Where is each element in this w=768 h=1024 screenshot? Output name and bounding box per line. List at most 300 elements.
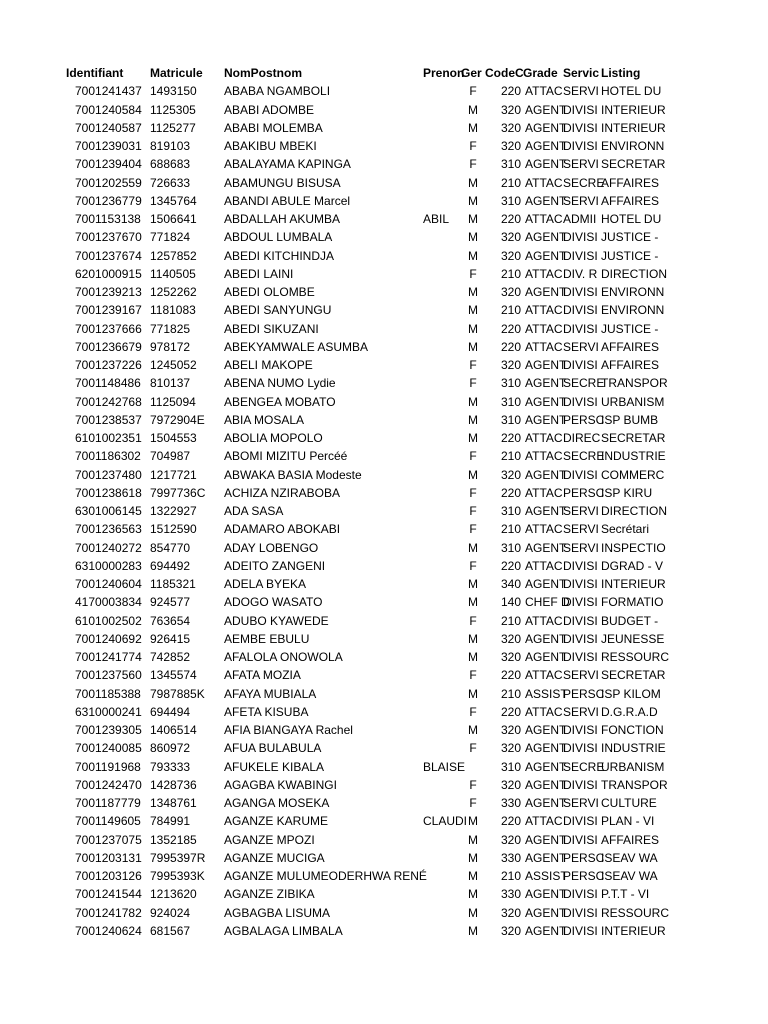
cell-listing: ENVIRONN bbox=[601, 285, 665, 299]
cell-grade: AGENT bbox=[525, 102, 567, 117]
cell-nompostnom: ABABI MOLEMBA bbox=[224, 120, 323, 135]
table-row bbox=[0, 812, 768, 830]
cell-service: DIVISI bbox=[563, 905, 598, 920]
cell-grade: ASSIST bbox=[525, 686, 568, 701]
cell-grade: ATTAC bbox=[525, 339, 563, 354]
cell-identifiant: 7001240624 bbox=[75, 923, 142, 938]
header-row bbox=[0, 64, 768, 82]
cell-identifiant: 7001239213 bbox=[75, 285, 142, 299]
cell-service: SERVI bbox=[563, 522, 599, 537]
cell-matricule: 1252262 bbox=[150, 285, 197, 299]
cell-grade: AGENT bbox=[525, 759, 567, 774]
cell-grade: ATTAC bbox=[525, 212, 563, 226]
cell-nompostnom: ADOGO WASATO bbox=[224, 595, 323, 610]
cell-grade: AGENT bbox=[525, 358, 567, 372]
header-code bbox=[485, 64, 524, 82]
table-row bbox=[0, 539, 768, 557]
cell-service: PERSC bbox=[563, 412, 605, 427]
cell-genre: M bbox=[468, 577, 478, 591]
cell-grade: AGENT bbox=[525, 412, 567, 427]
cell-code: 310 bbox=[500, 193, 521, 208]
table-row bbox=[0, 265, 768, 283]
table-row bbox=[0, 393, 768, 411]
cell-identifiant: 7001237480 bbox=[75, 467, 142, 482]
cell-listing: AFFAIRES bbox=[601, 175, 660, 190]
cell-nompostnom: ABABI ADOMBE bbox=[224, 102, 315, 117]
cell-matricule: 1352185 bbox=[150, 832, 197, 847]
cell-matricule: 771824 bbox=[150, 230, 191, 245]
cell-genre: M bbox=[468, 869, 478, 883]
cell-listing: INTERIEUR bbox=[601, 102, 666, 117]
cell-listing: P.T.T - VI bbox=[601, 887, 650, 902]
cell-matricule: 763654 bbox=[150, 613, 191, 628]
cell-code: 220 bbox=[500, 704, 521, 719]
cell-grade: AGENT bbox=[525, 157, 567, 172]
cell-code: 310 bbox=[500, 394, 521, 409]
table-row bbox=[0, 411, 768, 429]
cell-identifiant: 7001191968 bbox=[75, 759, 141, 774]
cell-identifiant: 7001241437 bbox=[75, 84, 142, 99]
cell-grade: ASSIST bbox=[525, 869, 568, 883]
cell-genre: M bbox=[468, 650, 478, 664]
cell-code: 210 bbox=[500, 613, 521, 628]
cell-matricule: 1140505 bbox=[150, 266, 196, 281]
cell-service: SERVI bbox=[563, 339, 599, 354]
cell-genre: F bbox=[469, 558, 477, 573]
cell-nompostnom: AFIA BIANGAYA Rachel bbox=[224, 723, 353, 737]
cell-identifiant: 7001240692 bbox=[75, 631, 142, 646]
cell-genre: M bbox=[468, 887, 478, 902]
cell-identifiant: 7001242768 bbox=[75, 394, 142, 409]
cell-nompostnom: ABIA MOSALA bbox=[224, 412, 305, 427]
cell-listing: JUSTICE - bbox=[601, 248, 659, 263]
cell-grade: ATTAC bbox=[525, 522, 563, 537]
cell-genre: F bbox=[469, 668, 477, 683]
cell-code: 340 bbox=[500, 577, 521, 591]
cell-listing: ISEAV WA bbox=[601, 850, 658, 865]
cell-service: DIVISI bbox=[563, 139, 598, 153]
cell-matricule: 1345574 bbox=[150, 668, 197, 683]
cell-matricule: 1504553 bbox=[150, 431, 197, 445]
cell-matricule: 7995397R bbox=[150, 850, 206, 865]
cell-listing: DGRAD - V bbox=[601, 558, 664, 573]
cell-genre: M bbox=[468, 193, 478, 208]
cell-grade: ATTAC bbox=[525, 449, 563, 464]
cell-nompostnom: AFATA MOZIA bbox=[224, 668, 301, 683]
cell-genre: M bbox=[468, 686, 478, 701]
cell-genre: M bbox=[468, 230, 478, 245]
cell-matricule: 1345764 bbox=[150, 193, 197, 208]
cell-listing: URBANISM bbox=[601, 759, 665, 774]
cell-code: 310 bbox=[500, 504, 521, 518]
cell-genre: M bbox=[468, 832, 478, 847]
cell-genre: M bbox=[468, 212, 478, 226]
cell-listing: ISP BUMB bbox=[601, 412, 659, 427]
cell-grade: AGENT bbox=[525, 285, 567, 299]
cell-code: 320 bbox=[500, 832, 521, 847]
cell-nompostnom: ADEITO ZANGENI bbox=[224, 558, 326, 573]
cell-genre: M bbox=[468, 339, 478, 354]
cell-matricule: 860972 bbox=[150, 741, 191, 756]
cell-identifiant: 7001236679 bbox=[75, 339, 142, 354]
cell-grade: ATTAC bbox=[525, 84, 563, 99]
cell-listing: ENVIRONN bbox=[601, 303, 665, 318]
cell-listing: PLAN - VI bbox=[601, 814, 655, 829]
cell-listing: INTERIEUR bbox=[601, 120, 666, 135]
header-identifiant: Identifiant bbox=[66, 66, 124, 80]
cell-grade: ATTAC bbox=[525, 668, 563, 683]
cell-genre: M bbox=[468, 723, 478, 737]
cell-genre: F bbox=[469, 358, 477, 372]
cell-matricule: 1428736 bbox=[150, 777, 197, 792]
cell-grade: AGENT bbox=[525, 631, 567, 646]
cell-grade: AGENT bbox=[525, 504, 567, 518]
table-row bbox=[0, 502, 768, 520]
cell-identifiant: 7001236779 bbox=[75, 193, 142, 208]
cell-genre: M bbox=[468, 102, 478, 117]
cell-identifiant: 6101002351 bbox=[75, 431, 142, 445]
header-listing: Listing bbox=[601, 66, 641, 80]
cell-matricule: 1185321 bbox=[150, 577, 196, 591]
table-body bbox=[0, 82, 768, 940]
cell-identifiant: 7001239031 bbox=[75, 139, 142, 153]
cell-nompostnom: AGBAGBA LISUMA bbox=[224, 905, 331, 920]
cell-identifiant: 7001241544 bbox=[75, 887, 142, 902]
cell-identifiant: 7001240085 bbox=[75, 741, 142, 756]
cell-matricule: 742852 bbox=[150, 650, 191, 664]
cell-listing: AFFAIRES bbox=[601, 193, 660, 208]
cell-identifiant: 7001240587 bbox=[75, 120, 142, 135]
cell-code: 210 bbox=[500, 686, 521, 701]
table-row bbox=[0, 155, 768, 173]
cell-matricule: 1493150 bbox=[150, 84, 197, 99]
cell-grade: AGENT bbox=[525, 650, 567, 664]
cell-listing: DIRECTION bbox=[601, 504, 667, 518]
cell-identifiant: 7001239305 bbox=[75, 723, 142, 737]
cell-listing: SECRETAR bbox=[601, 157, 666, 172]
cell-matricule: 810137 bbox=[150, 376, 191, 391]
cell-code: 220 bbox=[500, 668, 521, 683]
table-row bbox=[0, 612, 768, 630]
cell-genre: F bbox=[469, 704, 477, 719]
cell-genre: M bbox=[468, 814, 478, 829]
cell-matricule: 854770 bbox=[150, 540, 191, 555]
cell-identifiant: 7001237670 bbox=[75, 230, 142, 245]
cell-matricule: 1406514 bbox=[150, 723, 197, 737]
table-row bbox=[0, 466, 768, 484]
cell-listing: JEUNESSE bbox=[601, 631, 665, 646]
table-row bbox=[0, 922, 768, 940]
cell-genre: F bbox=[469, 84, 477, 99]
header-grade: Grade bbox=[523, 66, 558, 80]
cell-nompostnom: AGAGBA KWABINGI bbox=[224, 777, 337, 792]
cell-grade: AGENT bbox=[525, 139, 567, 153]
cell-code: 220 bbox=[500, 431, 521, 445]
table-row bbox=[0, 374, 768, 392]
cell-code: 320 bbox=[500, 230, 521, 245]
cell-code: 210 bbox=[500, 449, 521, 464]
cell-service: ADMII bbox=[563, 212, 597, 226]
cell-nompostnom: AFALOLA ONOWOLA bbox=[224, 650, 343, 664]
header-matricule: Matricule bbox=[150, 66, 203, 80]
cell-listing: ISEAV WA bbox=[601, 869, 658, 883]
cell-grade: AGENT bbox=[525, 777, 567, 792]
cell-genre: M bbox=[468, 285, 478, 299]
cell-code: 320 bbox=[500, 777, 521, 792]
cell-service: DIVISI bbox=[563, 467, 598, 482]
cell-service: DIVISI bbox=[563, 777, 598, 792]
cell-identifiant: 7001237075 bbox=[75, 832, 142, 847]
cell-service: DIVISI bbox=[563, 723, 598, 737]
table-row bbox=[0, 794, 768, 812]
cell-service: DIREC bbox=[563, 431, 601, 445]
spreadsheet bbox=[0, 64, 768, 940]
cell-grade: AGENT bbox=[525, 905, 567, 920]
cell-listing: SECRETAR bbox=[601, 431, 666, 445]
cell-service: DIVISI bbox=[563, 303, 598, 318]
cell-nompostnom: AGANZE MULUMEODERHWA RENÉ bbox=[224, 869, 427, 883]
cell-service: DIVISI bbox=[563, 358, 598, 372]
cell-nompostnom: AGANGA MOSEKA bbox=[224, 796, 330, 810]
cell-code: 220 bbox=[500, 84, 521, 99]
cell-nompostnom: ABABA NGAMBOLI bbox=[224, 84, 331, 99]
cell-genre: M bbox=[468, 923, 478, 938]
cell-service: DIVISI bbox=[563, 230, 598, 245]
cell-nompostnom: AGANZE MPOZI bbox=[224, 832, 315, 847]
cell-nompostnom: ABENA NUMO Lydie bbox=[224, 376, 336, 391]
cell-service: SECRE bbox=[563, 175, 605, 190]
cell-service: DIVISI bbox=[563, 394, 598, 409]
cell-code: 320 bbox=[500, 120, 521, 135]
cell-code: 320 bbox=[500, 631, 521, 646]
cell-genre: F bbox=[469, 266, 477, 281]
cell-matricule: 771825 bbox=[150, 321, 191, 336]
cell-nompostnom: AGANZE KARUME bbox=[224, 814, 329, 829]
cell-nompostnom: ADAMARO ABOKABI bbox=[224, 522, 341, 537]
cell-identifiant: 6101002502 bbox=[75, 613, 142, 628]
cell-grade: AGENT bbox=[525, 723, 567, 737]
header-service: Servic bbox=[563, 66, 600, 80]
cell-nompostnom: ABELI MAKOPE bbox=[224, 358, 313, 372]
cell-nompostnom: AFAYA MUBIALA bbox=[224, 686, 317, 701]
table-row bbox=[0, 593, 768, 611]
cell-matricule: 1217721 bbox=[150, 467, 197, 482]
cell-service: PERSC bbox=[563, 686, 605, 701]
cell-code: 210 bbox=[500, 522, 521, 537]
cell-code: 320 bbox=[500, 467, 521, 482]
table-row bbox=[0, 776, 768, 794]
cell-genre: M bbox=[468, 467, 478, 482]
cell-nompostnom: AFUA BULABULA bbox=[224, 741, 322, 756]
cell-listing: HOTEL DU bbox=[601, 84, 662, 99]
table-row bbox=[0, 721, 768, 739]
table-row bbox=[0, 228, 768, 246]
table-row bbox=[0, 630, 768, 648]
cell-identifiant: 4170003834 bbox=[75, 595, 142, 610]
cell-grade: AGENT bbox=[525, 248, 567, 263]
cell-matricule: 704987 bbox=[150, 449, 191, 464]
cell-genre: F bbox=[469, 796, 477, 810]
cell-nompostnom: ABEDI LAINI bbox=[224, 266, 294, 281]
cell-grade: ATTAC bbox=[525, 613, 563, 628]
cell-service: SERVI bbox=[563, 540, 599, 555]
cell-nompostnom: AFUKELE KIBALA bbox=[224, 759, 325, 774]
cell-prenom: CLAUDI bbox=[423, 814, 468, 829]
cell-service: DIVISI bbox=[563, 558, 598, 573]
table-row bbox=[0, 520, 768, 538]
cell-genre: M bbox=[468, 631, 478, 646]
cell-code: 210 bbox=[500, 175, 521, 190]
cell-nompostnom: AGANZE ZIBIKA bbox=[224, 887, 315, 902]
cell-identifiant: 7001242470 bbox=[75, 777, 142, 792]
table-row bbox=[0, 137, 768, 155]
cell-service: SERVI bbox=[563, 704, 599, 719]
cell-grade: ATTAC bbox=[525, 175, 563, 190]
cell-nompostnom: ABEDI OLOMBE bbox=[224, 285, 315, 299]
cell-matricule: 924577 bbox=[150, 595, 191, 610]
cell-service: DIVISI bbox=[563, 631, 598, 646]
cell-matricule: 793333 bbox=[150, 759, 191, 774]
cell-identifiant: 7001241782 bbox=[75, 905, 142, 920]
cell-code: 220 bbox=[500, 212, 521, 226]
cell-genre: F bbox=[469, 504, 477, 518]
table-row bbox=[0, 447, 768, 465]
cell-genre: M bbox=[468, 595, 478, 610]
cell-nompostnom: ABDALLAH AKUMBA bbox=[224, 212, 341, 226]
cell-service: DIVISI bbox=[563, 741, 598, 756]
cell-identifiant: 6310000241 bbox=[75, 704, 142, 719]
cell-matricule: 978172 bbox=[150, 339, 191, 354]
cell-code: 320 bbox=[500, 358, 521, 372]
table-row bbox=[0, 831, 768, 849]
cell-nompostnom: ABWAKA BASIA Modeste bbox=[224, 467, 362, 482]
cell-grade: AGENT bbox=[525, 540, 567, 555]
cell-grade: AGENT bbox=[525, 467, 567, 482]
cell-service: PERSC bbox=[563, 850, 605, 865]
cell-listing: FONCTION bbox=[601, 723, 664, 737]
cell-grade: ATTAC bbox=[525, 485, 563, 500]
cell-identifiant: 7001239404 bbox=[75, 157, 142, 172]
cell-service: DIVISI bbox=[563, 321, 598, 336]
cell-matricule: 1257852 bbox=[150, 248, 197, 263]
table-row bbox=[0, 703, 768, 721]
cell-genre: F bbox=[469, 139, 477, 153]
cell-listing: AFFAIRES bbox=[601, 358, 660, 372]
cell-matricule: 1125094 bbox=[150, 394, 196, 409]
cell-nompostnom: ABDOUL LUMBALA bbox=[224, 230, 333, 245]
cell-listing: INTERIEUR bbox=[601, 577, 666, 591]
cell-code: 320 bbox=[500, 102, 521, 117]
cell-matricule: 784991 bbox=[150, 814, 191, 829]
cell-genre: M bbox=[468, 394, 478, 409]
cell-service: PERSC bbox=[563, 869, 605, 883]
cell-listing: ISP KILOM bbox=[601, 686, 661, 701]
cell-code: 210 bbox=[500, 303, 521, 318]
cell-listing: HOTEL DU bbox=[601, 212, 662, 226]
table-row bbox=[0, 119, 768, 137]
cell-nompostnom: ABENGEA MOBATO bbox=[224, 394, 336, 409]
table-row bbox=[0, 320, 768, 338]
cell-service: DIVISI bbox=[563, 285, 598, 299]
cell-identifiant: 7001149605 bbox=[75, 814, 141, 829]
cell-nompostnom: AFETA KISUBA bbox=[224, 704, 309, 719]
cell-nompostnom: AGBALAGA LIMBALA bbox=[224, 923, 343, 938]
cell-nompostnom: ABAKIBU MBEKI bbox=[224, 139, 317, 153]
cell-code: 330 bbox=[500, 796, 521, 810]
cell-nompostnom: ADUBO KYAWEDE bbox=[224, 613, 329, 628]
cell-identifiant: 6301006145 bbox=[75, 504, 142, 518]
cell-matricule: 819103 bbox=[150, 139, 191, 153]
cell-code: 320 bbox=[500, 723, 521, 737]
cell-listing: TRANSPOR bbox=[601, 376, 668, 391]
cell-identifiant: 7001237560 bbox=[75, 668, 142, 683]
cell-matricule: 7987885K bbox=[150, 686, 205, 701]
cell-nompostnom: ABEDI SANYUNGU bbox=[224, 303, 332, 318]
cell-identifiant: 7001153138 bbox=[75, 212, 141, 226]
table-row bbox=[0, 356, 768, 374]
cell-identifiant: 7001241774 bbox=[75, 650, 142, 664]
table-row bbox=[0, 192, 768, 210]
cell-service: DIVISI bbox=[563, 120, 598, 135]
cell-grade: AGENT bbox=[525, 230, 567, 245]
cell-matricule: 1245052 bbox=[150, 358, 197, 372]
cell-genre: F bbox=[469, 449, 477, 464]
table-row bbox=[0, 849, 768, 867]
cell-genre: F bbox=[469, 157, 477, 172]
table-row bbox=[0, 101, 768, 119]
cell-listing: INDUSTRIE bbox=[601, 449, 666, 464]
cell-service: DIVISI bbox=[563, 923, 598, 938]
cell-matricule: 926415 bbox=[150, 631, 191, 646]
cell-service: DIVISI bbox=[563, 887, 598, 902]
cell-matricule: 7995393K bbox=[150, 869, 205, 883]
cell-service: SERVI bbox=[563, 796, 599, 810]
cell-listing: URBANISM bbox=[601, 394, 665, 409]
cell-listing: AFFAIRES bbox=[601, 832, 660, 847]
table-row bbox=[0, 648, 768, 666]
cell-matricule: 1213620 bbox=[150, 887, 197, 902]
cell-service: SERVI bbox=[563, 193, 599, 208]
table-row bbox=[0, 301, 768, 319]
cell-code: 220 bbox=[500, 321, 521, 336]
cell-grade: ATTAC bbox=[525, 814, 563, 829]
cell-code: 210 bbox=[500, 869, 521, 883]
cell-listing: SECRETAR bbox=[601, 668, 666, 683]
cell-code: 220 bbox=[500, 339, 521, 354]
cell-listing: INSPECTIO bbox=[601, 540, 666, 555]
cell-service: DIVISI bbox=[563, 102, 598, 117]
cell-service: SECRE bbox=[563, 759, 605, 774]
table-row bbox=[0, 82, 768, 100]
cell-grade: AGENT bbox=[525, 577, 567, 591]
cell-code: 330 bbox=[500, 887, 521, 902]
table-row bbox=[0, 557, 768, 575]
cell-grade: AGENT bbox=[525, 376, 567, 391]
cell-code: 320 bbox=[500, 905, 521, 920]
cell-identifiant: 7001203131 bbox=[75, 850, 142, 865]
cell-nompostnom: ACHIZA NZIRABOBA bbox=[224, 485, 341, 500]
cell-matricule: 1181083 bbox=[150, 303, 196, 318]
cell-code: 320 bbox=[500, 248, 521, 263]
cell-nompostnom: ABALAYAMA KAPINGA bbox=[224, 157, 351, 172]
cell-code: 320 bbox=[500, 139, 521, 153]
cell-code: 320 bbox=[500, 650, 521, 664]
cell-listing: ISP KIRU bbox=[601, 485, 653, 500]
cell-matricule: 1512590 bbox=[150, 522, 197, 537]
cell-service: DIVISI bbox=[563, 577, 598, 591]
table-row bbox=[0, 210, 768, 228]
cell-nompostnom: ABOMI MIZITU Percéé bbox=[224, 449, 348, 464]
